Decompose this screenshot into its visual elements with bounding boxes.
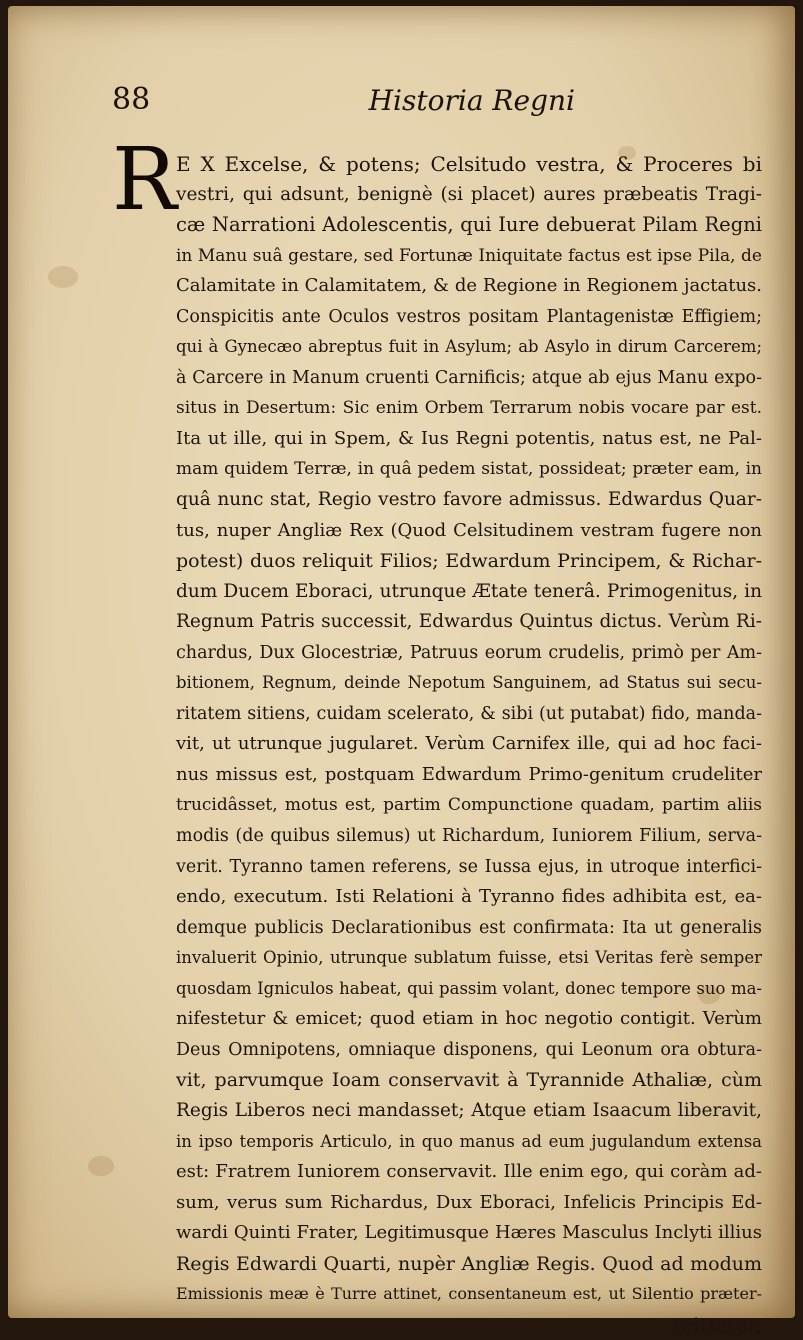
text-line: potest) duos reliquit Filios; Edwardum Principem, & Richar- [176,550,762,573]
running-head: Historia Regni [368,84,575,117]
text-line: bitionem, Regnum, deinde Nepotum Sanguinem, ad Status sui secu- [176,673,762,693]
text-line: Regis Liberos neci mandasset; Atque etiam Isaacum liberavit, [176,1099,762,1121]
text-line: endo, executum. Isti Relationi à Tyranno fides adhibita est, ea- [176,886,762,908]
text-line: nus missus est, postquam Edwardum Primo-genitum crudeliter [176,763,762,785]
text-line: verit. Tyranno tamen referens, se Iussa ejus, in utroque interfici- [176,856,762,877]
text-line: chardus, Dux Glocestriæ, Patruus eorum crudelis, primò per Am- [176,642,762,663]
text-line: qui à Gynecæo abreptus fuit in Asylum; ab Asylo in dirum Carcerem; [176,337,762,357]
catchword-line: mittatur, [674,1312,762,1337]
text-line: mam quidem Terræ, in quâ pedem sistat, possideat; præter eam, in [176,459,762,480]
text-line: quosdam Igniculos habeat, qui passim volant, donec tempore suo ma- [176,978,762,998]
text-line: Regis Edwardi Quarti, nupèr Angliæ Regis. Quod ad modum [176,1252,762,1275]
text-line: Regnum Patris successit, Edwardus Quintus dictus. Verùm Ri- [176,611,762,633]
text-line: vit, parvumque Ioam conservavit à Tyrannide Athaliæ, cùm [176,1069,762,1092]
text-line: est: Fratrem Iuniorem conservavit. Ille enim ego, qui coràm ad- [176,1161,762,1183]
text-line: demque publicis Declarationibus est confirmata: Ita ut generalis [176,917,762,938]
text-line: nifestetur & emicet; quod etiam in hoc negotio contigit. Verùm [176,1008,762,1030]
text-line: Deus Omnipotens, omniaque disponens, qui Leonum ora obtura- [176,1039,762,1060]
paper-stain [48,266,78,288]
drop-cap: R [112,130,177,230]
text-line: Conspicitis ante Oculos vestros positam Plantagenistæ Effigiem; [176,306,762,327]
text-line: quâ nunc stat, Regio vestro favore admissus. Edwardus Quar- [176,489,762,511]
text-line: in Manu suâ gestare, sed Fortunæ Iniquitate factus est ipse Pila, de [176,245,762,266]
body-text [176,149,762,1340]
text-line: Ita ut ille, qui in Spem, & Ius Regni potentis, natus est, ne Pal- [176,427,762,449]
text-line: tus, nuper Angliæ Rex (Quod Celsitudinem vestram fugere non [176,519,762,541]
text-line: invaluerit Opinio, utrunque sublatum fuisse, etsi Veritas ferè semper [176,948,762,968]
text-line: modis (de quibus silemus) ut Richardum, Iuniorem Filium, serva- [176,826,762,847]
text-line: vit, ut utrunque jugularet. Verùm Carnifex ille, qui ad hoc faci- [176,733,762,755]
text-line: ritatem sitiens, cuidam scelerato, & sibi (ut putabat) fido, manda- [176,703,762,724]
text-line: à Carcere in Manum cruenti Carnificis; atque ab ejus Manu expo- [176,367,762,388]
text-line: Calamitate in Calamitatem, & de Regione in Regionem jactatus. [176,275,762,297]
text-line: situs in Desertum: Sic enim Orbem Terrarum nobis vocare par est. [176,398,762,419]
paper-stain [88,1156,114,1176]
page-number: 88 [112,82,151,117]
text-line: wardi Quinti Frater, Legitimusque Hæres Masculus Inclyti illius [176,1222,762,1244]
text-line: cæ Narrationi Adolescentis, qui Iure debuerat Pilam Regni [176,213,762,237]
text-line: E X Excelse, & potens; Celsitudo vestra, & Proceres bi [176,152,762,176]
text-line: in ipso temporis Articulo, in quo manus ad eum jugulandum extensa [176,1131,762,1151]
text-line: trucidâsset, motus est, partim Compunctione quadam, partim aliis [176,795,762,816]
text-line: vestri, qui adsunt, benignè (si placet) aures præbeatis Tragi- [176,183,762,205]
text-line: Emissionis meæ è Turre attinet, consentaneum est, ut Silentio præter- [176,1284,762,1304]
text-line: sum, verus sum Richardus, Dux Eboraci, Infelicis Principis Ed- [176,1191,762,1213]
text-line: dum Ducem Eboraci, utrunque Ætate tenerâ. Primogenitus, in [176,580,762,602]
